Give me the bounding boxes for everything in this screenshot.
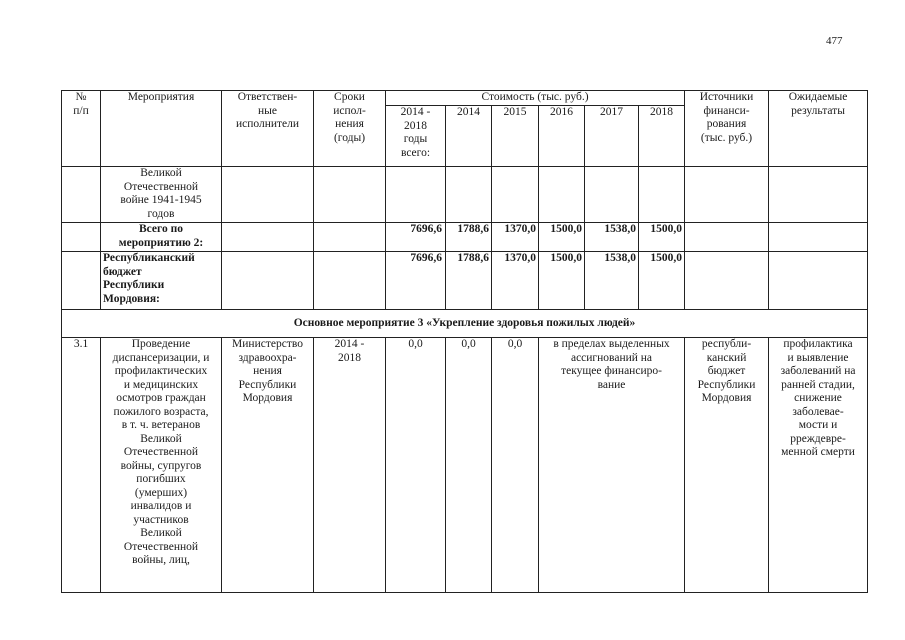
budget-activity: Республиканский бюджет Республики Мордовия: bbox=[101, 252, 222, 310]
total-value-2014: 1788,6 bbox=[446, 223, 492, 252]
budget-value-2016: 1500,0 bbox=[539, 252, 585, 310]
table-row-continuation bbox=[62, 167, 868, 223]
item-3-1-2015: 0,0 bbox=[492, 338, 539, 593]
item-3-1-within-funds: в пределах выделенных ассигнований на текущее финансиро- вание bbox=[539, 338, 685, 593]
page-number: 477 bbox=[826, 35, 843, 47]
header-sources: Источники финанси- рования (тыс. руб.) bbox=[685, 91, 769, 167]
header-year-2016: 2016 bbox=[539, 106, 585, 167]
total-activity: Всего по мероприятию 2: bbox=[101, 223, 222, 252]
table-row-budget bbox=[62, 252, 868, 310]
table-row-section bbox=[62, 310, 868, 338]
item-3-1-num: 3.1 bbox=[62, 338, 101, 593]
item-3-1-terms: 2014 - 2018 bbox=[314, 338, 386, 593]
header-responsible: Ответствен- ные исполнители bbox=[222, 91, 314, 167]
item-3-1-2014: 0,0 bbox=[446, 338, 492, 593]
header-cost: Стоимость (тыс. руб.) bbox=[386, 91, 685, 106]
continuation-activity: Великой Отечественной войне 1941-1945 годов bbox=[101, 167, 222, 223]
item-3-1-activity: Проведение диспансеризации, и профилактических и медицинских осмотров граждан пожилого возраста, в т. ч. ветеранов Великой Отечественной войны, супругов погибших (умерших) инвалидов и участников Великой Отечественной войны, лиц, bbox=[101, 338, 222, 593]
header-year-2014: 2014 bbox=[446, 106, 492, 167]
total-value-2018: 1500,0 bbox=[639, 223, 685, 252]
total-value-2017: 1538,0 bbox=[585, 223, 639, 252]
header-terms: Сроки испол- нения (годы) bbox=[314, 91, 386, 167]
item-3-1-sources: республи- канский бюджет Республики Мордовия bbox=[685, 338, 769, 593]
section-title: Основное мероприятие 3 «Укрепление здоровья пожилых людей» bbox=[62, 310, 868, 338]
header-cost-total: 2014 - 2018 годы всего: bbox=[386, 106, 446, 167]
header-year-2018: 2018 bbox=[639, 106, 685, 167]
header-year-2015: 2015 bbox=[492, 106, 539, 167]
header-results: Ожидаемые результаты bbox=[769, 91, 868, 167]
program-table bbox=[61, 90, 868, 593]
item-3-1-responsible: Министерство здравоохра- нения Республики Мордовия bbox=[222, 338, 314, 593]
total-value-all: 7696,6 bbox=[386, 223, 446, 252]
budget-value-2017: 1538,0 bbox=[585, 252, 639, 310]
item-3-1-results: профилактика и выявление заболеваний на ранней стадии, снижение заболевае- мости и pреждевре- менной смерти bbox=[769, 338, 868, 593]
header-activities: Мероприятия bbox=[101, 91, 222, 167]
header-num: № п/п bbox=[62, 91, 101, 167]
item-3-1-total: 0,0 bbox=[386, 338, 446, 593]
header-year-2017: 2017 bbox=[585, 106, 639, 167]
table-row-3-1 bbox=[62, 338, 868, 593]
header-row bbox=[62, 91, 868, 106]
total-value-2016: 1500,0 bbox=[539, 223, 585, 252]
budget-value-all: 7696,6 bbox=[386, 252, 446, 310]
total-value-2015: 1370,0 bbox=[492, 223, 539, 252]
budget-value-2014: 1788,6 bbox=[446, 252, 492, 310]
budget-value-2018: 1500,0 bbox=[639, 252, 685, 310]
table-row-total bbox=[62, 223, 868, 252]
budget-value-2015: 1370,0 bbox=[492, 252, 539, 310]
